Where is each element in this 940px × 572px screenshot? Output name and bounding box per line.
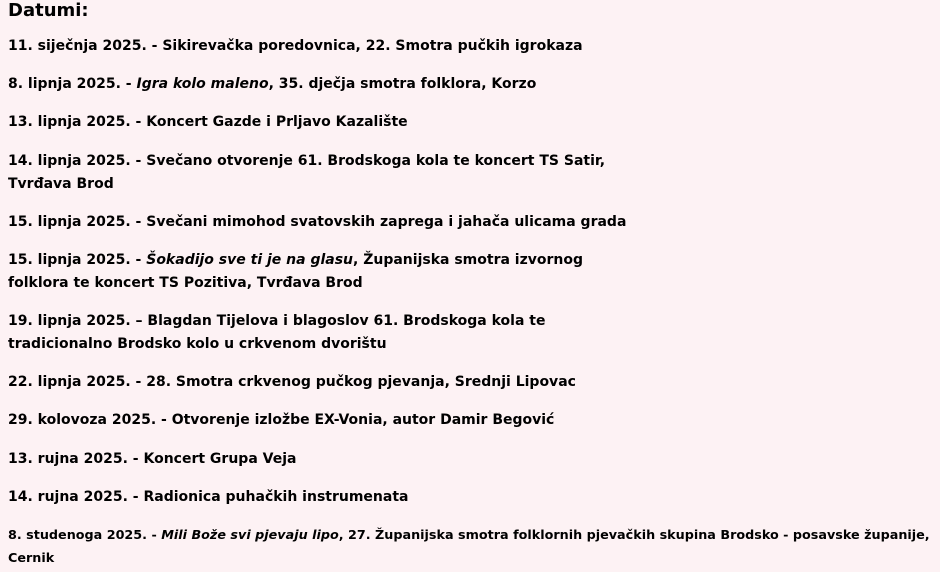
event-entry (8, 371, 936, 394)
event-title: Igra kolo maleno (131, 76, 269, 92)
event-date: 15. lipnja 2025. - (8, 214, 142, 230)
event-date: 13. lipnja 2025. - (8, 114, 142, 130)
event-description: Otvorenje izložbe EX-Vonia, autor Damir Begović (166, 412, 555, 428)
event-date: 22. lipnja 2025. - (8, 374, 142, 390)
event-date: 14. lipnja 2025. - (8, 153, 142, 169)
event-description: Sikirevačka poredovnica, 22. Smotra pučkih igrokaza (157, 38, 583, 54)
event-description: Svečani mimohod svatovskih zaprega i jahača ulicama grada (141, 214, 627, 230)
event-description: Blagdan Tijelova i blagoslov 61. Brodskoga kola te (142, 313, 546, 329)
event-entry (8, 35, 936, 58)
event-entry (8, 448, 936, 471)
event-date: 19. lipnja 2025. – (8, 313, 143, 329)
event-entry (8, 249, 936, 295)
event-description: , 27. Županijska smotra folklornih pjevačkih skupina Brodsko - posavske županije, (338, 528, 930, 543)
event-title: Šokadijo sve ti je na glasu (141, 252, 354, 268)
event-date: 8. studenoga 2025. - (8, 528, 157, 543)
event-entry (8, 73, 936, 96)
event-date: 15. lipnja 2025. - (8, 252, 142, 268)
event-description: , Županijska smotra izvornog (353, 252, 583, 268)
event-entry (8, 486, 936, 509)
event-description: 28. Smotra crkvenog pučkog pjevanja, Srednji Lipovac (141, 374, 576, 390)
event-date: 13. rujna 2025. - (8, 451, 139, 467)
event-description-continued: Cernik (8, 551, 55, 566)
event-description-continued: folklora te koncert TS Pozitiva, Tvrđava Brod (8, 275, 363, 291)
event-entry (8, 111, 936, 134)
event-title: Mili Bože svi pjevaju lipo (156, 528, 339, 543)
event-date: 8. lipnja 2025. - (8, 76, 132, 92)
event-date: 14. rujna 2025. - (8, 489, 139, 505)
event-entry (8, 409, 936, 432)
event-description: Koncert Grupa Veja (138, 451, 297, 467)
event-entry (8, 211, 936, 234)
event-description-continued: Tvrđava Brod (8, 176, 114, 192)
page-heading: Datumi: (8, 0, 89, 21)
event-description: Svečano otvorenje 61. Brodskoga kola te koncert TS Satir, (141, 153, 606, 169)
event-description: , 35. dječja smotra folklora, Korzo (268, 76, 537, 92)
event-description-continued: tradicionalno Brodsko kolo u crkvenom dvorištu (8, 336, 387, 352)
event-entry (8, 524, 936, 570)
event-entry (8, 150, 936, 196)
event-date: 11. siječnja 2025. - (8, 38, 158, 54)
event-date: 29. kolovoza 2025. - (8, 412, 167, 428)
event-description: Radionica puhačkih instrumenata (138, 489, 409, 505)
event-description: Koncert Gazde i Prljavo Kazalište (141, 114, 408, 130)
event-entry (8, 310, 936, 356)
